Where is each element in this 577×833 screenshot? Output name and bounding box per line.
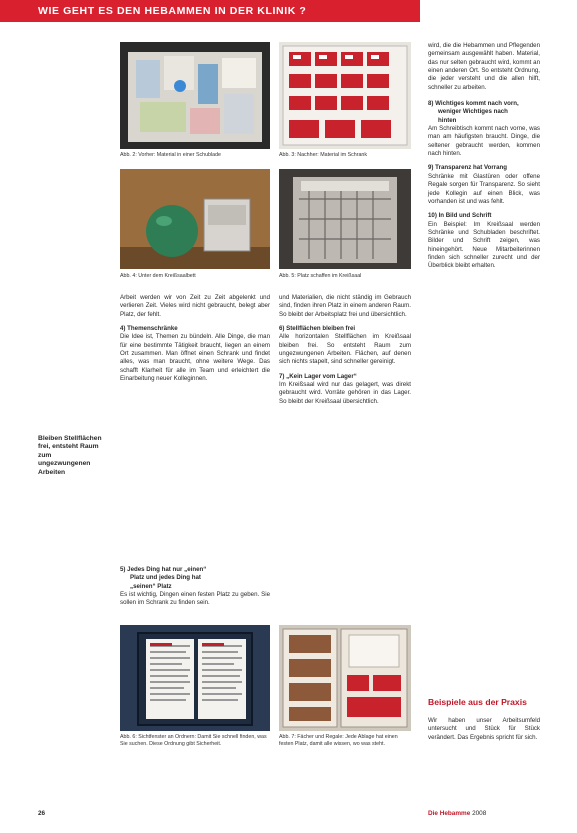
- text-column-2: [279, 294, 411, 406]
- col3-heading-8a: 8) Wichtiges kommt nach vorn,: [428, 100, 519, 108]
- col1-paragraph-4: Die Idee ist, Themen zu bündeln. Alle Dinge, die man für eine bestimmte Tätigkeit braucht, liegen an einem Ort zusammen. Man öffnet einen Schrank und findet alles, was man braucht, ohne weitere Wege. Das schafft Klarheit für alle im Team und erleichtert die Einarbeitung neuer Kolleginnen.: [120, 333, 270, 383]
- col3-paragraph-9: Schränke mit Glastüren oder offene Regale sorgen für Transparenz. So sieht jede Kollegin auf einen Blick, was vorhanden ist und was fehlt.: [428, 172, 540, 205]
- col3-paragraph-1: wird, die die Hebammen und Pflegenden gemeinsam ausgewählt haben. Material, das nur selten gebraucht wird, kommt an einen anderen Ort. So entsteht Ordnung, die jeder versteht und die allen hilft, schneller zu arbeiten.: [428, 42, 540, 91]
- caption-photo-1: Abb. 2: Vorher: Material in einer Schublade: [120, 152, 221, 158]
- header-banner: [0, 0, 420, 22]
- col3-paragraph-8: Am Schreibtisch kommt nach vorne, was man am häufigsten braucht. Dinge, die seltener gebraucht werden, kommen nach hinten.: [428, 125, 540, 158]
- journal-year: 2008: [472, 810, 487, 817]
- text-column-1: [120, 294, 270, 383]
- col1-heading-5b: Platz und jedes Ding hat: [130, 574, 201, 582]
- caption-photo-5: Abb. 6: Sichtfenster an Ordnern: Damit Sie schnell finden, was Sie suchen. Diese Ordnung gibt Sicherheit.: [120, 734, 267, 747]
- col1-heading-4: 4) Themenschränke: [120, 325, 178, 333]
- caption-photo-2: Abb. 3: Nachher: Material im Schrank: [279, 152, 368, 158]
- caption-photo-3: Abb. 4: Unter dem Kreißsaalbett: [120, 273, 196, 279]
- photo-red-boxes: [279, 625, 411, 731]
- journal-name: Die Hebamme: [428, 810, 471, 817]
- text-column-3: [428, 42, 540, 271]
- section-heading-practice: Beispiele aus der Praxis: [428, 697, 527, 707]
- pull-quote: Bleiben Stellflächen frei, entsteht Raum zum ungezwungenen Arbeiten: [38, 435, 102, 476]
- col2-paragraph-6: Alle horizontalen Stellflächen im Kreißsaal bleiben frei. So entsteht Raum zum ungezwungenen Arbeiten. Flächen, auf denen sich nichts stapelt, sind schneller gereinigt.: [279, 333, 411, 366]
- caption-photo-4: Abb. 5: Platz schaffen im Kreißsaal: [279, 273, 362, 279]
- photo-rack: [279, 169, 411, 269]
- col1-heading-5c: „seinen“ Platz: [130, 582, 172, 590]
- col3-paragraph-10: Ein Beispiel: Im Kreißsaal werden Schränke und Schubladen beschriftet. Bilder und Schrift zeigen, was hineingehört. Neue Mitarbeiterinnen finden sich schneller zurecht und der Überblick bleibt erhalten.: [428, 220, 540, 270]
- photo-drawer-before: [120, 42, 270, 149]
- photo-binder: [120, 625, 270, 731]
- col1-paragraph-5: Es ist wichtig, Dingen einen festen Platz zu geben. Sie sollen im Schrank zu finden sein.: [120, 591, 270, 607]
- col3-paragraph-11: Wir haben unser Arbeitsumfeld untersucht und Stück für Stück verändert. Das Ergebnis spricht für sich.: [428, 717, 540, 741]
- photo-cabinet-ball: [120, 169, 270, 269]
- col2-paragraph-7: Im Kreißsaal wird nur das gelagert, was direkt gebraucht wird. Vorräte gehören in das Lager. So bleibt der Kreißsaal übersichtlich.: [279, 381, 411, 405]
- photo-shelves-after: [279, 42, 411, 149]
- col3-heading-10: 10) In Bild und Schrift: [428, 212, 492, 220]
- text-column-1b: [120, 560, 270, 608]
- col2-heading-6: 6) Stellflächen bleiben frei: [279, 325, 356, 333]
- col2-paragraph-1: und Materialien, die nicht ständig im Gebrauch sind, finden ihren Platz in einem anderen Raum. So bleibt der Arbeitsplatz frei und übersichtlich.: [279, 294, 411, 318]
- col2-heading-7: 7) „Kein Lager vom Lager“: [279, 372, 357, 380]
- col3-heading-8b: weniger Wichtiges nach: [438, 108, 508, 116]
- text-column-3b: [428, 717, 540, 742]
- col3-heading-9: 9) Transparenz hat Vorrang: [428, 164, 508, 172]
- journal-footer: [428, 810, 486, 817]
- col1-heading-5a: 5) Jedes Ding hat nur „einen“: [120, 566, 207, 573]
- col3-heading-8c: hinten: [438, 116, 457, 124]
- header-title: WIE GEHT ES DEN HEBAMMEN IN DER KLINIK ?: [38, 5, 307, 17]
- caption-photo-6: Abb. 7: Fächer und Regale: Jede Ablage hat einen festen Platz, damit alle wissen, wo was steht.: [279, 734, 398, 747]
- page-number: 26: [38, 810, 46, 817]
- col1-intro: Arbeit werden wir von Zeit zu Zeit abgelenkt und verlieren Zeit. Vieles wird nicht gebraucht, belegt aber Platz, der fehlt.: [120, 294, 270, 318]
